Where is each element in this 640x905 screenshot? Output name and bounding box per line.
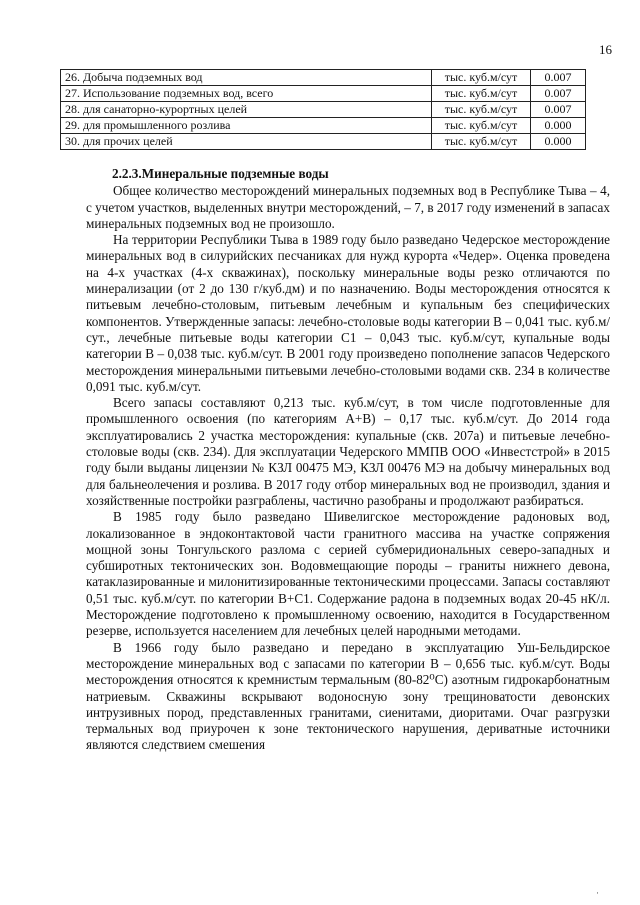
- row-value: 0.007: [531, 86, 586, 102]
- row-name: 29. для промышленного розлива: [61, 118, 432, 134]
- table-row: [61, 102, 586, 118]
- row-value: 0.007: [531, 70, 586, 86]
- row-unit: тыс. куб.м/сут: [432, 118, 531, 134]
- row-name: 28. для санаторно-курортных целей: [61, 102, 432, 118]
- section-body: [86, 166, 610, 754]
- row-unit: тыс. куб.м/сут: [432, 70, 531, 86]
- page-number: 16: [599, 42, 612, 57]
- table-row: [61, 86, 586, 102]
- section-heading: 2.2.3.Минеральные подземные воды: [112, 166, 329, 181]
- paragraph: Всего запасы составляют 0,213 тыс. куб.м/сут, в том числе подготовленные для промышленного освоения (по категориям А+В) – 0,17 тыс. куб.м/сут. До 2014 года эксплуатировались 2 участка месторождения: купальные (скв. 207а) и питьевые лечебно-столовые воды (скв. 234). Для эксплуатации Чедерского ММПВ ООО «Инвестстрой» в 2015 году были выданы лицензии № КЗЛ 00475 МЭ, КЗЛ 00476 МЭ на добычу минеральных вод для бальнеолечения и розлива. В 2017 году отбор минеральных вод не производил, здания и хозяйственные постройки разграблены, частично разобраны и продолжают разбираться.: [86, 395, 610, 508]
- row-name: 26. Добыча подземных вод: [61, 70, 432, 86]
- row-value: 0.007: [531, 102, 586, 118]
- paragraph: На территории Республики Тыва в 1989 году было разведано Чедерское месторождение минеральных вод в силурийских песчаниках для нужд курорта «Чедер». Оценка проведена на 4-х участках (4-х скважинах), поскольку минеральные воды резко отличаются по минерализации (от 2 до 130 г/куб.дм) и по назначению. Воды месторождения относятся к питьевым лечебно-столовым, питьевым лечебным и купальным без специфических компонентов. Утвержденные запасы: лечебно-столовые воды категории В – 0,041 тыс. куб.м/сут., лечебные питьевые воды категории С1 – 0,043 тыс. куб.м/сут, купальные воды категории В – 0,038 тыс. куб.м/сут. В 2001 году произведено пополнение запасов Чедерского месторождения минеральными питьевыми лечебно-столовыми водами скв. 234 в количестве 0,091 тыс. куб.м/сут.: [86, 232, 610, 394]
- paragraph: В 1966 году было разведано и передано в эксплуатацию Уш-Бельдирское месторождение минеральных вод с запасами по категории В – 0,656 тыс. куб.м/сут. Воды месторождения относятся к кремнистым термальным (80-82⁰С) азотным гидрокарбонатным натриевым. Скважины вскрывают водоносную зону трещиноватости девонских интрузивных пород, представленных гранитами, сиенитами, диоритами. Очаг разгрузки термальных вод приурочен к зоне тектонического нарушения, дериватные источники являются следствием смешения: [86, 639, 610, 753]
- row-name: 30. для прочих целей: [61, 134, 432, 150]
- table-row: [61, 118, 586, 134]
- row-unit: тыс. куб.м/сут: [432, 86, 531, 102]
- row-unit: тыс. куб.м/сут: [432, 134, 531, 150]
- table-row: [61, 70, 586, 86]
- row-unit: тыс. куб.м/сут: [432, 102, 531, 118]
- row-value: 0.000: [531, 118, 586, 134]
- row-name: 27. Использование подземных вод, всего: [61, 86, 432, 102]
- table-row: [61, 134, 586, 150]
- paragraph: Общее количество месторождений минеральных подземных вод в Республике Тыва – 4, с учетом участков, выделенных внутри месторождений, – 7, в 2017 году изменений в запасах минеральных подземных вод не произошло.: [86, 183, 610, 231]
- groundwater-usage-table: [60, 69, 586, 150]
- scan-mark: ·: [596, 888, 599, 898]
- paragraph: В 1985 году было разведано Шивелигское месторождение радоновых вод, локализованное в эндоконтактовой части гранитного массива на участке сопряжения мощной зоны Тонгульского разлома с серией субмеридиональных северо-западных и субширотных тектонических зон. Водовмещающие породы – граниты нижнего девона, катаклазированные и милонитизированные тектоническими процессами. Запасы составляют 0,51 тыс. куб.м/сут. по категории В+С1. Содержание радона в подземных водах 20-45 нК/л. Месторождение подготовлено к промышленному освоению, находится в Государственном резерве, используется населением для лечебных целей народными методами.: [86, 509, 610, 639]
- row-value: 0.000: [531, 134, 586, 150]
